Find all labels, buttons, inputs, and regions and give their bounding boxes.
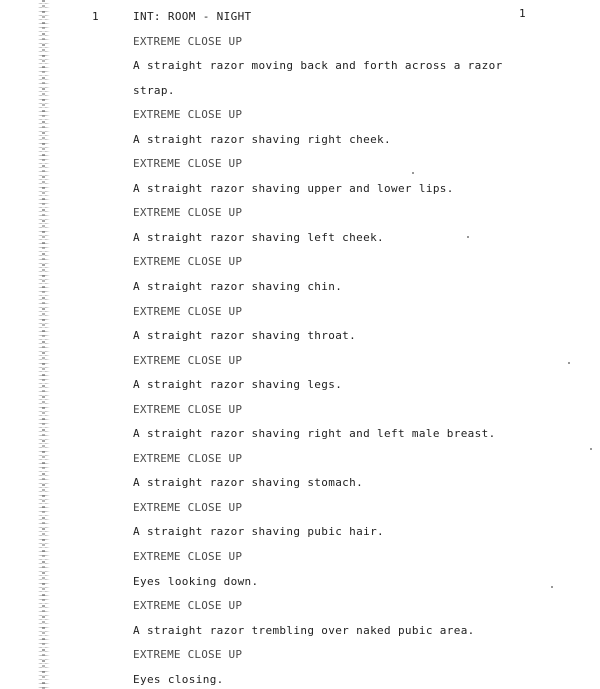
page-number: 1 [519,7,526,20]
scene-number: 1 [92,10,100,23]
shot-direction: EXTREME CLOSE UP [133,206,243,220]
shot-direction: EXTREME CLOSE UP [133,599,243,613]
action-line: strap. [133,83,175,97]
shot-direction: EXTREME CLOSE UP [133,255,243,269]
shot-direction: EXTREME CLOSE UP [133,353,243,367]
action-line: A straight razor shaving stomach. [133,476,364,490]
action-line: A straight razor shaving left cheek. [133,230,385,244]
shot-direction: EXTREME CLOSE UP [133,34,243,48]
action-line: A straight razor shaving throat. [133,329,357,343]
shot-direction: EXTREME CLOSE UP [133,304,243,318]
action-line: A straight razor moving back and forth across a razor [133,59,503,73]
action-line: A straight razor shaving right and left male breast. [133,427,496,441]
shot-direction: EXTREME CLOSE UP [133,108,243,122]
action-line: Eyes closing. [133,672,224,686]
shot-direction: EXTREME CLOSE UP [133,157,243,171]
action-line: A straight razor shaving legs. [133,378,343,392]
action-line: A straight razor shaving chin. [133,280,343,294]
shot-direction: EXTREME CLOSE UP [133,550,243,564]
action-line: A straight razor shaving upper and lower lips. [133,181,454,195]
shot-direction: EXTREME CLOSE UP [133,451,243,465]
action-line: A straight razor trembling over naked pubic area. [133,623,475,637]
screenplay-body [133,11,573,689]
shot-direction: EXTREME CLOSE UP [133,500,243,514]
scan-speck [590,448,592,450]
action-line: A straight razor shaving right cheek. [133,132,391,146]
binding-edge-marks [42,0,45,689]
shot-direction: EXTREME CLOSE UP [133,402,243,416]
action-line: A straight razor shaving pubic hair. [133,525,385,539]
shot-direction: EXTREME CLOSE UP [133,648,243,662]
scene-heading: INT: ROOM - NIGHT [133,10,252,23]
action-line: Eyes looking down. [133,574,259,588]
